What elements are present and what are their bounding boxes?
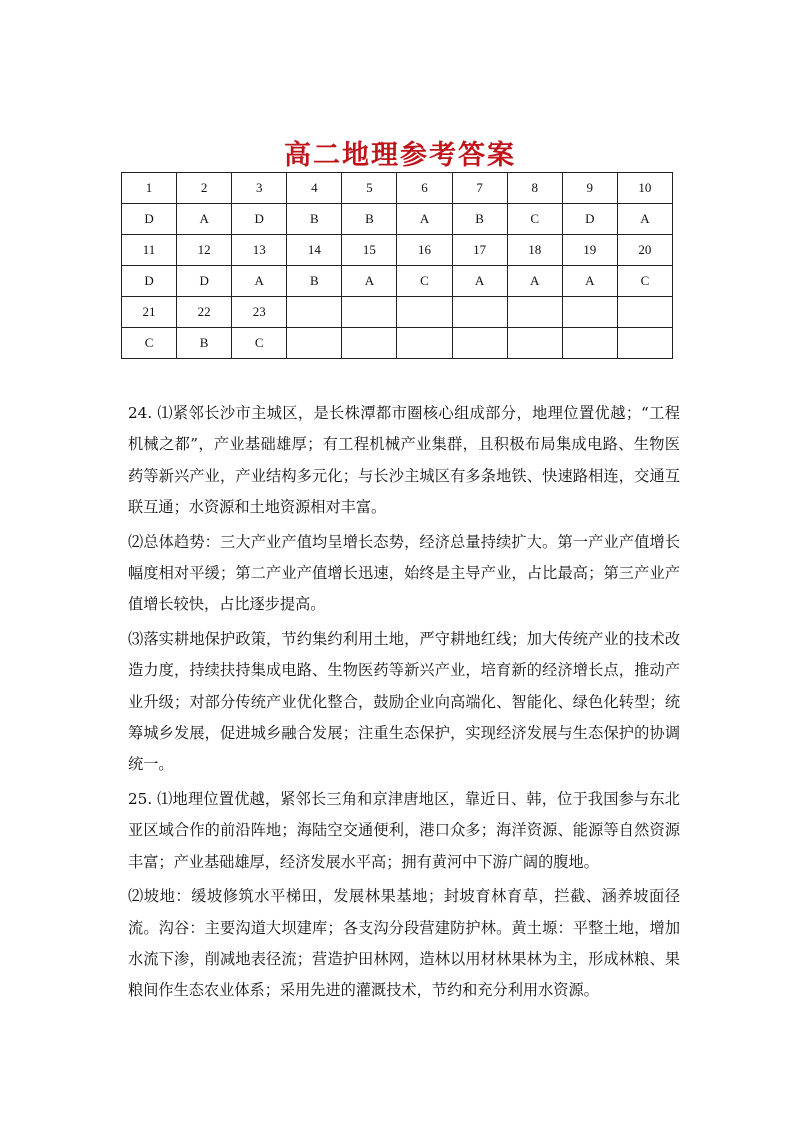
question-number-cell: 19 <box>562 235 617 266</box>
question-number-cell: 10 <box>617 173 672 204</box>
answer-cell: C <box>232 328 287 359</box>
answer-cell: D <box>177 266 232 297</box>
answer-cell <box>507 328 562 359</box>
answer-cell: A <box>562 266 617 297</box>
question-number-cell: 23 <box>232 297 287 328</box>
question-number-cell: 18 <box>507 235 562 266</box>
answer-cell: D <box>122 266 177 297</box>
answer-cell <box>617 328 672 359</box>
question-number-cell <box>452 297 507 328</box>
answer-cell: D <box>562 204 617 235</box>
answer-24-part-3: ⑶落实耕地保护政策，节约集约利用土地，严守耕地红线；加大传统产业的技术改造力度，持续扶持集成电路、生物医药等新兴产业，培育新的经济增长点，推动产业升级；对部分传统产业优化整合，鼓励企业向高端化、智能化、绿色化转型；统筹城乡发展，促进城乡融合发展；注重生态保护，实现经济发展与生态保护的协调统一。 <box>128 629 680 774</box>
question-number-cell <box>287 297 342 328</box>
answer-cell: A <box>617 204 672 235</box>
answer-cell <box>397 328 452 359</box>
question-number-cell: 21 <box>122 297 177 328</box>
answer-cell <box>342 328 397 359</box>
question-number-cell <box>342 297 397 328</box>
document-title: 高二地理参考答案 <box>284 140 516 171</box>
question-number-cell: 1 <box>122 173 177 204</box>
answer-cell <box>452 328 507 359</box>
answer-cell: C <box>617 266 672 297</box>
question-number-cell: 4 <box>287 173 342 204</box>
question-number-cell: 6 <box>397 173 452 204</box>
answer-row <box>122 328 673 359</box>
question-number-cell: 16 <box>397 235 452 266</box>
question-number-cell: 17 <box>452 235 507 266</box>
answer-cell: A <box>177 204 232 235</box>
answer-cell: B <box>287 266 342 297</box>
answer-cell: C <box>507 204 562 235</box>
answer-cell: B <box>287 204 342 235</box>
question-number-cell <box>617 297 672 328</box>
question-number-cell: 12 <box>177 235 232 266</box>
answer-cell: A <box>452 266 507 297</box>
answer-24-part-1: 24. ⑴紧邻长沙市主城区，是长株潭都市圈核心组成部分，地理位置优越；“工程机械之都”，产业基础雄厚；有工程机械产业集群，且积极布局集成电路、生物医药等新兴产业，产业结构多元化；与长沙主城区有多条地铁、快速路相连，交通互联互通；水资源和土地资源相对丰富。 <box>128 404 680 517</box>
answer-table-body <box>122 173 673 359</box>
question-number-row <box>122 235 673 266</box>
answer-table <box>121 172 673 359</box>
question-number-cell: 14 <box>287 235 342 266</box>
question-number-row <box>122 297 673 328</box>
question-number-cell: 8 <box>507 173 562 204</box>
question-number-cell: 2 <box>177 173 232 204</box>
answer-cell: B <box>177 328 232 359</box>
answer-cell: C <box>122 328 177 359</box>
answer-cell: B <box>342 204 397 235</box>
answer-row <box>122 204 673 235</box>
answer-cell: A <box>342 266 397 297</box>
question-number-cell: 5 <box>342 173 397 204</box>
answer-row <box>122 266 673 297</box>
answer-24-part-2: ⑵总体趋势：三大产业产值均呈增长态势，经济总量持续扩大。第一产业产值增长幅度相对平缓；第二产业产值增长迅速，始终是主导产业，占比最高；第三产业产值增长较快，占比逐步提高。 <box>128 532 680 614</box>
answer-cell: C <box>397 266 452 297</box>
answer-cell: B <box>452 204 507 235</box>
answer-cell: D <box>232 204 287 235</box>
question-number-cell <box>397 297 452 328</box>
question-number-cell: 9 <box>562 173 617 204</box>
question-number-cell: 13 <box>232 235 287 266</box>
answer-cell: A <box>232 266 287 297</box>
question-number-cell: 7 <box>452 173 507 204</box>
answer-25-part-1: 25. ⑴地理位置优越，紧邻长三角和京津唐地区，靠近日、韩，位于我国参与东北亚区域合作的前沿阵地；海陆空交通便利，港口众多；海洋资源、能源等自然资源丰富；产业基础雄厚，经济发展水平高；拥有黄河中下游广阔的腹地。 <box>128 789 680 871</box>
answer-cell: A <box>507 266 562 297</box>
answer-cell: D <box>122 204 177 235</box>
question-number-cell <box>562 297 617 328</box>
answer-25-part-2: ⑵坡地：缓坡修筑水平梯田，发展林果基地；封坡育林育草，拦截、涵养坡面径流。沟谷：主要沟道大坝建库；各支沟分段营建防护林。黄土塬：平整土地，增加水流下渗，削减地表径流；营造护田林网，造林以用材林果林为主，形成林粮、果粮间作生态农业体系；采用先进的灌溉技术，节约和充分利用水资源。 <box>128 887 680 1000</box>
question-number-cell <box>507 297 562 328</box>
answer-cell: A <box>397 204 452 235</box>
answer-cell <box>562 328 617 359</box>
question-number-cell: 15 <box>342 235 397 266</box>
question-number-cell: 3 <box>232 173 287 204</box>
question-number-row <box>122 173 673 204</box>
question-number-cell: 22 <box>177 297 232 328</box>
answer-explanations <box>128 398 680 1007</box>
question-number-cell: 11 <box>122 235 177 266</box>
answer-cell <box>287 328 342 359</box>
question-number-cell: 20 <box>617 235 672 266</box>
